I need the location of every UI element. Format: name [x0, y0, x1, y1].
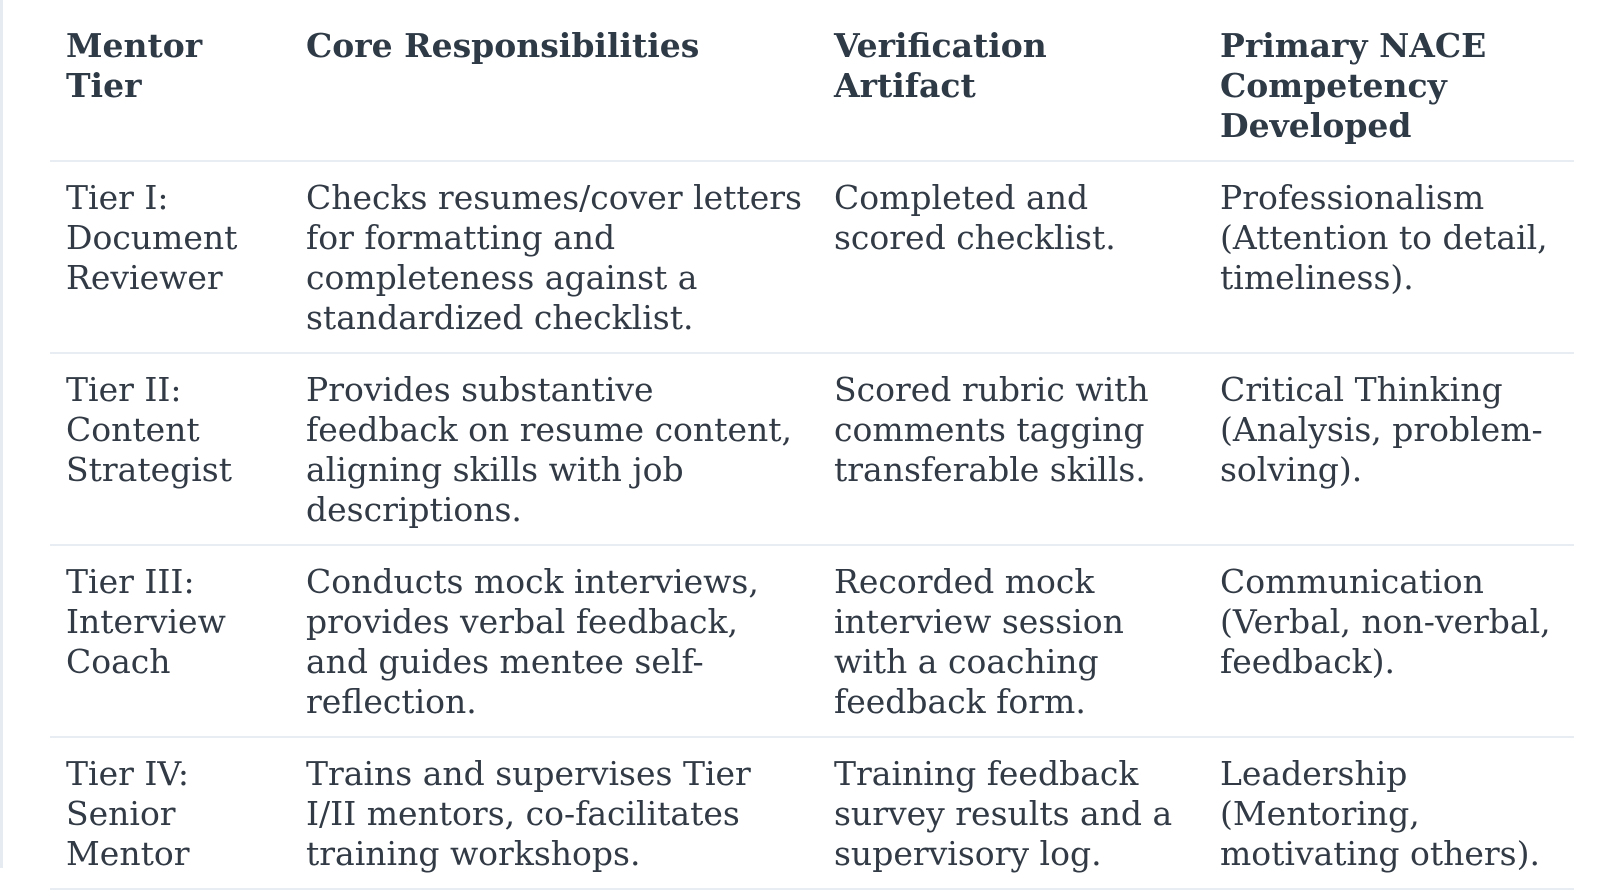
cell-artifact: Scored rubric with comments tagging transferable skills.: [818, 353, 1204, 545]
header-mentor-tier: Mentor Tier: [50, 18, 290, 161]
cell-competency: Critical Thinking (Analysis, problem-solving).: [1204, 353, 1574, 545]
cell-responsibilities: Provides substantive feedback on resume content, aligning skills with job descriptions.: [290, 353, 818, 545]
cell-tier: Tier II: Content Strategist: [50, 353, 290, 545]
table-row: [50, 545, 1574, 737]
cell-competency: Leadership (Mentoring, motivating others).: [1204, 737, 1574, 889]
table-header-row: [50, 18, 1574, 161]
table-row: [50, 161, 1574, 353]
header-core-responsibilities: Core Responsibilities: [290, 18, 818, 161]
cell-tier: Tier I: Document Reviewer: [50, 161, 290, 353]
cell-responsibilities: Checks resumes/cover letters for formatting and completeness against a standardized checklist.: [290, 161, 818, 353]
cell-tier: Tier III: Interview Coach: [50, 545, 290, 737]
cell-responsibilities: Trains and supervises Tier I/II mentors, co-facilitates training workshops.: [290, 737, 818, 889]
cell-competency: Communication (Verbal, non-verbal, feedback).: [1204, 545, 1574, 737]
table-row: [50, 353, 1574, 545]
cell-competency: Professionalism (Attention to detail, timeliness).: [1204, 161, 1574, 353]
page-left-border: [0, 0, 3, 868]
cell-tier: Tier IV: Senior Mentor: [50, 737, 290, 889]
cell-artifact: Training feedback survey results and a supervisory log.: [818, 737, 1204, 889]
cell-artifact: Completed and scored checklist.: [818, 161, 1204, 353]
cell-responsibilities: Conducts mock interviews, provides verbal feedback, and guides mentee self-reflection.: [290, 545, 818, 737]
table-row: [50, 737, 1574, 889]
cell-artifact: Recorded mock interview session with a coaching feedback form.: [818, 545, 1204, 737]
header-verification-artifact: Verification Artifact: [818, 18, 1204, 161]
mentor-tier-table: [50, 18, 1574, 890]
header-nace-competency: Primary NACE Competency Developed: [1204, 18, 1574, 161]
